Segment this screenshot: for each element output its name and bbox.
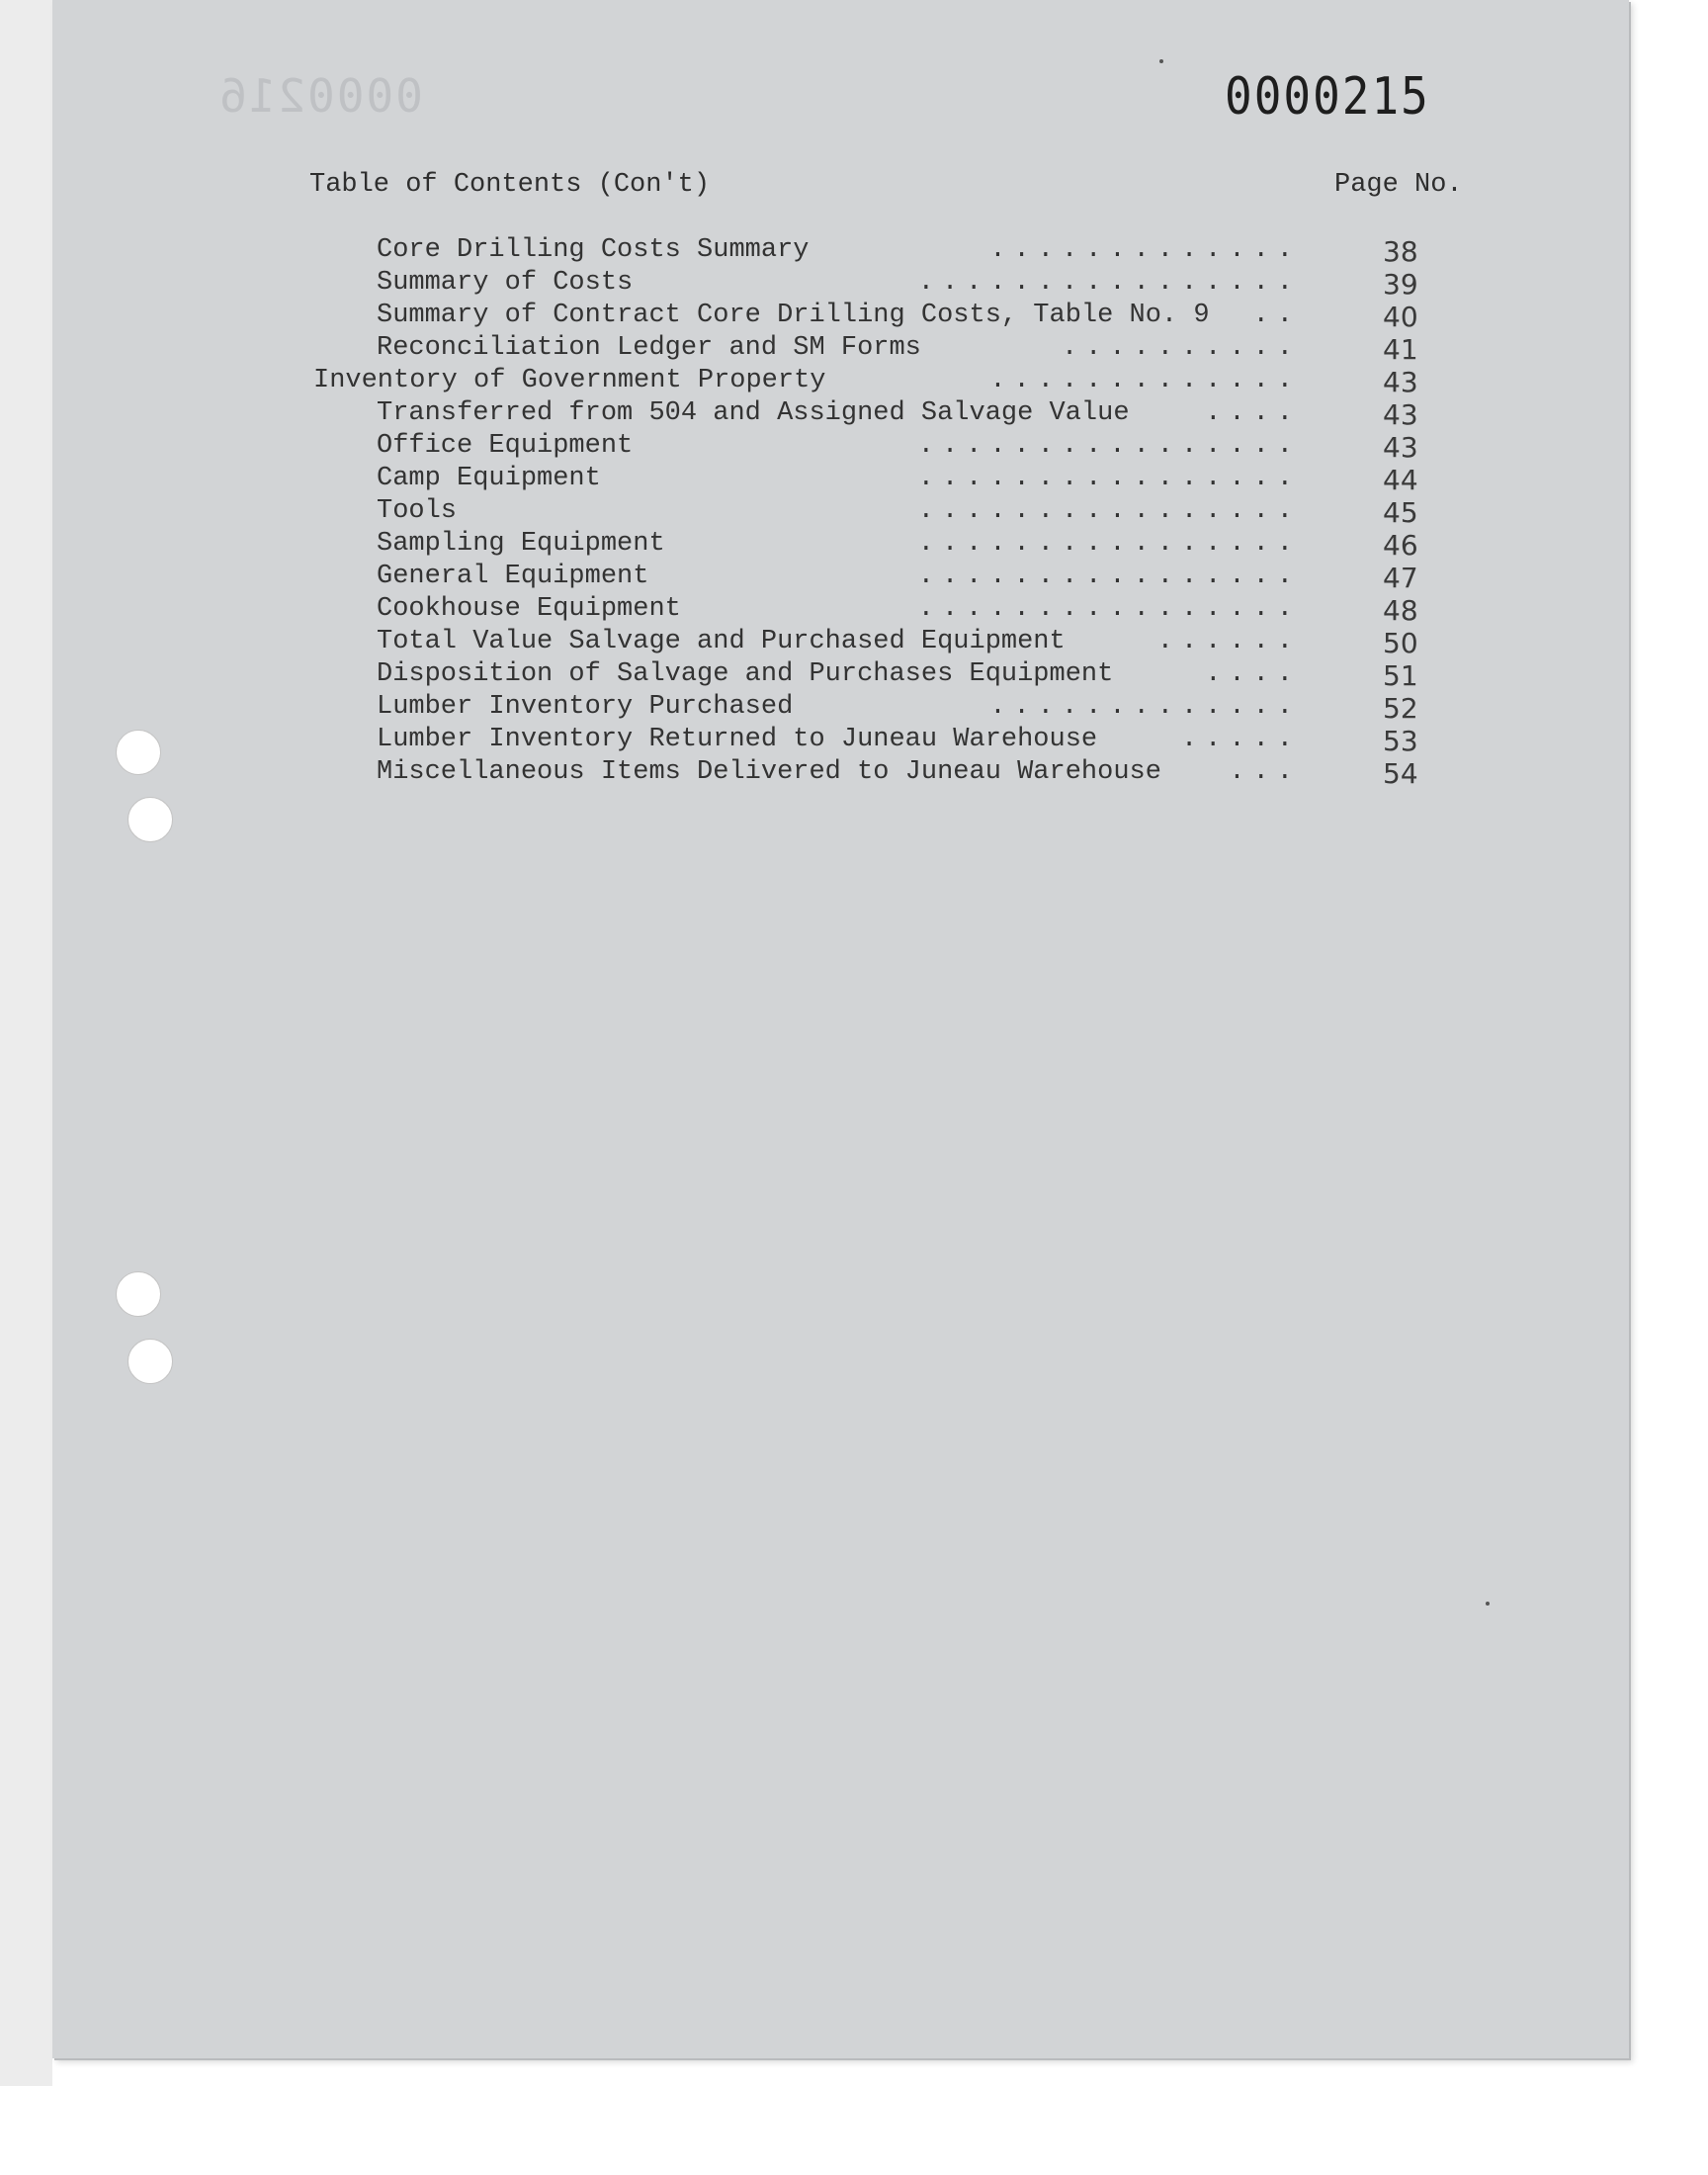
toc-entry-page: 48 bbox=[1383, 594, 1418, 627]
toc-entry-page: 43 bbox=[1383, 431, 1418, 464]
dot-leader: ................ bbox=[917, 529, 1301, 559]
toc-entry-page: 54 bbox=[1383, 757, 1418, 790]
toc-entry bbox=[0, 529, 1708, 562]
toc-entry-label: Core Drilling Costs Summary bbox=[377, 235, 810, 265]
dot-leader: ............. bbox=[989, 692, 1301, 722]
toc-entry bbox=[0, 627, 1708, 659]
toc-entry-label: Transferred from 504 and Assigned Salvage Value bbox=[377, 398, 1130, 428]
toc-entry-label: Summary of Costs bbox=[377, 268, 634, 298]
toc-entry-label: Reconciliation Ledger and SM Forms bbox=[377, 333, 921, 363]
toc-entry-page: 50 bbox=[1383, 627, 1418, 659]
toc-entry-page: 51 bbox=[1383, 659, 1418, 692]
toc-entry bbox=[0, 757, 1708, 790]
dot-leader: ................ bbox=[917, 496, 1301, 526]
toc-entry bbox=[0, 268, 1708, 301]
dot-leader: .... bbox=[1205, 659, 1301, 689]
toc-entry-page: 47 bbox=[1383, 562, 1418, 594]
dot-leader: .......... bbox=[1061, 333, 1301, 363]
toc-entry-label: Inventory of Government Property bbox=[313, 366, 826, 395]
toc-entry-label: Tools bbox=[377, 496, 458, 526]
dot-leader: ............. bbox=[989, 235, 1301, 265]
dot-leader: ................ bbox=[917, 464, 1301, 493]
toc-entry-label: Lumber Inventory Returned to Juneau Warehouse bbox=[377, 725, 1098, 754]
toc-entry-page: 39 bbox=[1383, 268, 1418, 301]
toc-entry-label: Lumber Inventory Purchased bbox=[377, 692, 794, 722]
toc-entry bbox=[0, 562, 1708, 594]
dot-leader: ................ bbox=[917, 562, 1301, 591]
dot-leader: ............. bbox=[989, 366, 1301, 395]
toc-entry-page: 43 bbox=[1383, 366, 1418, 398]
punch-hole bbox=[128, 797, 173, 842]
toc-entry bbox=[0, 725, 1708, 757]
toc-entry bbox=[0, 692, 1708, 725]
toc-entry-page: 41 bbox=[1383, 333, 1418, 366]
toc-entry bbox=[0, 235, 1708, 268]
toc-entry-label: Miscellaneous Items Delivered to Juneau Warehouse bbox=[377, 757, 1161, 787]
toc-entry-page: 44 bbox=[1383, 464, 1418, 496]
toc-entry-label: Summary of Contract Core Drilling Costs, Table No. 9 bbox=[377, 301, 1210, 330]
toc-entry bbox=[0, 496, 1708, 529]
dot-leader: .. bbox=[1252, 301, 1301, 330]
toc-title: Table of Contents (Con't) bbox=[309, 170, 711, 200]
toc-entry-label: Disposition of Salvage and Purchases Equipment bbox=[377, 659, 1114, 689]
speck bbox=[1159, 59, 1163, 63]
dot-leader: ...... bbox=[1156, 627, 1301, 656]
toc-entry-page: 40 bbox=[1383, 301, 1418, 333]
dot-leader: ..... bbox=[1180, 725, 1301, 754]
dot-leader: ................ bbox=[917, 594, 1301, 624]
toc-entry-page: 43 bbox=[1383, 398, 1418, 431]
toc-entry-label: Total Value Salvage and Purchased Equipment bbox=[377, 627, 1066, 656]
toc-entry bbox=[0, 398, 1708, 431]
speck bbox=[1486, 1602, 1490, 1606]
page-column-header: Page No. bbox=[1334, 170, 1463, 200]
punch-hole bbox=[128, 1339, 173, 1384]
toc-entry-label: Camp Equipment bbox=[377, 464, 601, 493]
toc-entry-label: Sampling Equipment bbox=[377, 529, 665, 559]
punch-hole bbox=[116, 1271, 161, 1317]
toc-entry bbox=[0, 464, 1708, 496]
toc-entry-page: 45 bbox=[1383, 496, 1418, 529]
toc-entry bbox=[0, 659, 1708, 692]
bleed-through-number: 0000216 bbox=[217, 69, 423, 123]
toc-entry-label: Cookhouse Equipment bbox=[377, 594, 681, 624]
toc-entry-label: Office Equipment bbox=[377, 431, 634, 461]
dot-leader: .... bbox=[1205, 398, 1301, 428]
dot-leader: ... bbox=[1229, 757, 1301, 787]
toc-entry bbox=[0, 301, 1708, 333]
dot-leader: ................ bbox=[917, 431, 1301, 461]
toc-entry bbox=[0, 333, 1708, 366]
toc-entry bbox=[0, 366, 1708, 398]
document-stamp-number: 0000215 bbox=[1225, 65, 1430, 127]
toc-entry-page: 53 bbox=[1383, 725, 1418, 757]
toc-entry-page: 38 bbox=[1383, 235, 1418, 268]
toc-entry bbox=[0, 594, 1708, 627]
dot-leader: ................ bbox=[917, 268, 1301, 298]
toc-entry-label: General Equipment bbox=[377, 562, 649, 591]
toc-entry-page: 52 bbox=[1383, 692, 1418, 725]
toc-entry bbox=[0, 431, 1708, 464]
toc-entry-page: 46 bbox=[1383, 529, 1418, 562]
